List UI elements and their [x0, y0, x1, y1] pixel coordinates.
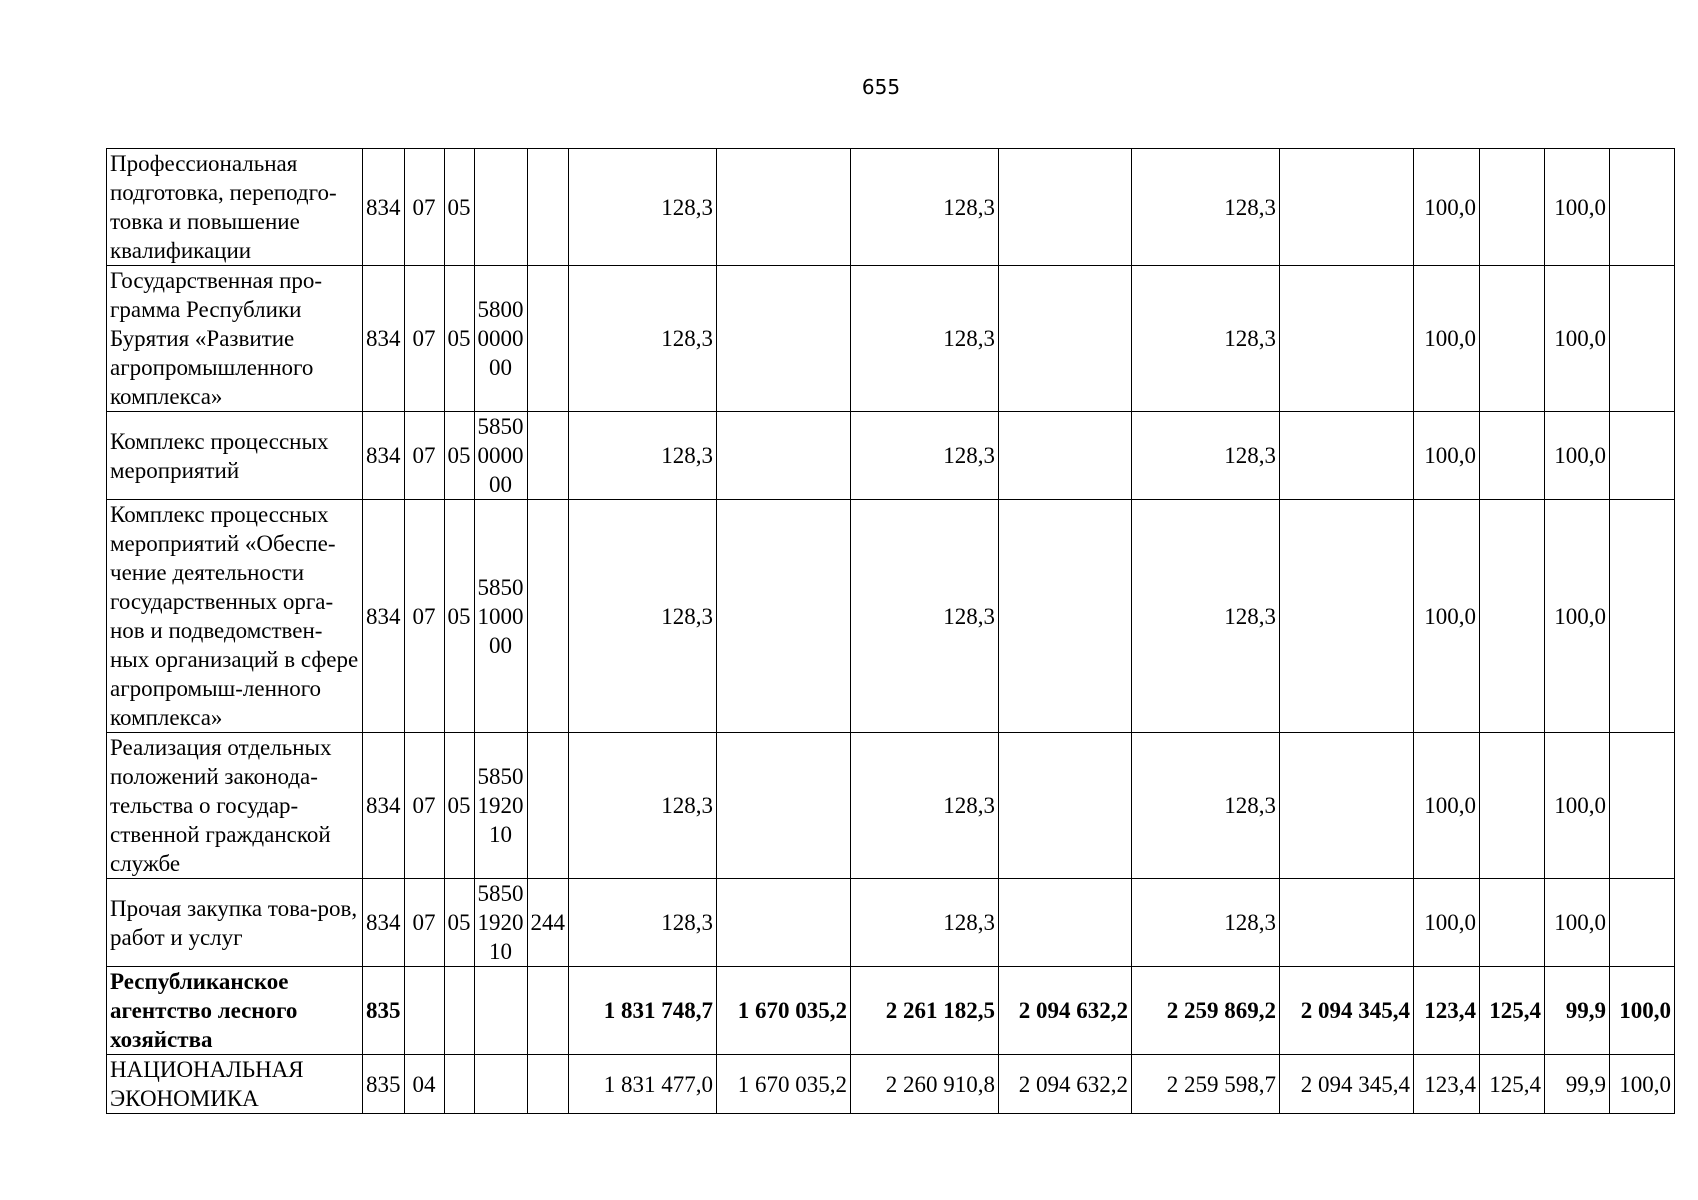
target-article-code [474, 967, 527, 1055]
value-col-6 [1280, 266, 1414, 412]
percent-col-1: 123,4 [1414, 1055, 1480, 1114]
value-col-5: 128,3 [1132, 879, 1280, 967]
percent-col-4 [1610, 733, 1675, 879]
percent-col-1: 100,0 [1414, 500, 1480, 733]
table-row [107, 967, 1675, 1055]
percent-col-3: 100,0 [1545, 500, 1610, 733]
subsection-code: 05 [444, 500, 474, 733]
value-col-6 [1280, 412, 1414, 500]
value-col-5: 128,3 [1132, 149, 1280, 266]
value-col-4 [999, 266, 1132, 412]
row-name: Комплекс процессных мероприятий [107, 412, 363, 500]
value-col-6 [1280, 733, 1414, 879]
value-col-4 [999, 879, 1132, 967]
percent-col-3: 100,0 [1545, 149, 1610, 266]
value-col-2 [717, 500, 851, 733]
subsection-code: 05 [444, 266, 474, 412]
percent-col-1: 100,0 [1414, 266, 1480, 412]
target-article-code [474, 1055, 527, 1114]
section-code: 07 [404, 879, 444, 967]
percent-col-2 [1480, 879, 1545, 967]
value-col-5: 128,3 [1132, 266, 1280, 412]
target-article-code: 5800 0000 00 [474, 266, 527, 412]
percent-col-4 [1610, 149, 1675, 266]
value-col-6 [1280, 500, 1414, 733]
value-col-2: 1 670 035,2 [717, 1055, 851, 1114]
expense-type-code [527, 412, 569, 500]
grbs-code: 834 [363, 149, 405, 266]
percent-col-3: 100,0 [1545, 879, 1610, 967]
expense-type-code [527, 733, 569, 879]
value-col-2 [717, 733, 851, 879]
table-row [107, 500, 1675, 733]
expense-type-code [527, 266, 569, 412]
expense-type-code: 244 [527, 879, 569, 967]
value-col-6 [1280, 149, 1414, 266]
value-col-4 [999, 412, 1132, 500]
value-col-2 [717, 149, 851, 266]
value-col-4 [999, 733, 1132, 879]
percent-col-1: 100,0 [1414, 412, 1480, 500]
section-code [404, 967, 444, 1055]
value-col-3: 128,3 [851, 266, 999, 412]
page-number: 655 [861, 75, 901, 99]
row-name: Республиканское агентство лесного хозяйства [107, 967, 363, 1055]
table-row [107, 266, 1675, 412]
value-col-2: 1 670 035,2 [717, 967, 851, 1055]
section-code: 07 [404, 149, 444, 266]
percent-col-2 [1480, 412, 1545, 500]
value-col-1: 128,3 [569, 879, 717, 967]
percent-col-2 [1480, 733, 1545, 879]
percent-col-2 [1480, 500, 1545, 733]
percent-col-2: 125,4 [1480, 1055, 1545, 1114]
percent-col-1: 100,0 [1414, 879, 1480, 967]
section-code: 07 [404, 733, 444, 879]
percent-col-3: 100,0 [1545, 266, 1610, 412]
subsection-code: 05 [444, 149, 474, 266]
section-code: 07 [404, 266, 444, 412]
table-row [107, 149, 1675, 266]
row-name: Комплекс процессных мероприятий «Обеспе-чение деятельности государственных орга-нов и подведомствен-ных организаций в сфере агропромыш-ленного комплекса» [107, 500, 363, 733]
table-row [107, 733, 1675, 879]
percent-col-2 [1480, 149, 1545, 266]
row-name: НАЦИОНАЛЬНАЯ ЭКОНОМИКА [107, 1055, 363, 1114]
expense-type-code [527, 149, 569, 266]
percent-col-4: 100,0 [1610, 967, 1675, 1055]
percent-col-1: 100,0 [1414, 733, 1480, 879]
value-col-2 [717, 879, 851, 967]
value-col-2 [717, 412, 851, 500]
value-col-3: 128,3 [851, 733, 999, 879]
value-col-4: 2 094 632,2 [999, 967, 1132, 1055]
percent-col-4 [1610, 500, 1675, 733]
target-article-code: 5850 1920 10 [474, 879, 527, 967]
subsection-code: 05 [444, 879, 474, 967]
value-col-1: 1 831 748,7 [569, 967, 717, 1055]
row-name: Профессиональная подготовка, переподго-товка и повышение квалификации [107, 149, 363, 266]
value-col-2 [717, 266, 851, 412]
percent-col-4 [1610, 412, 1675, 500]
section-code: 04 [404, 1055, 444, 1114]
percent-col-3: 100,0 [1545, 733, 1610, 879]
percent-col-4 [1610, 266, 1675, 412]
subsection-code [444, 967, 474, 1055]
percent-col-3: 99,9 [1545, 967, 1610, 1055]
grbs-code: 834 [363, 879, 405, 967]
value-col-1: 1 831 477,0 [569, 1055, 717, 1114]
expense-type-code [527, 500, 569, 733]
grbs-code: 834 [363, 412, 405, 500]
value-col-4 [999, 149, 1132, 266]
budget-table [106, 148, 1675, 1114]
value-col-1: 128,3 [569, 500, 717, 733]
subsection-code [444, 1055, 474, 1114]
table-row [107, 1055, 1675, 1114]
grbs-code: 834 [363, 733, 405, 879]
grbs-code: 835 [363, 967, 405, 1055]
percent-col-3: 100,0 [1545, 412, 1610, 500]
value-col-3: 2 260 910,8 [851, 1055, 999, 1114]
percent-col-3: 99,9 [1545, 1055, 1610, 1114]
percent-col-4 [1610, 879, 1675, 967]
expense-type-code [527, 1055, 569, 1114]
subsection-code: 05 [444, 412, 474, 500]
value-col-1: 128,3 [569, 266, 717, 412]
percent-col-4: 100,0 [1610, 1055, 1675, 1114]
target-article-code: 5850 0000 00 [474, 412, 527, 500]
value-col-5: 2 259 598,7 [1132, 1055, 1280, 1114]
value-col-1: 128,3 [569, 412, 717, 500]
target-article-code [474, 149, 527, 266]
percent-col-1: 123,4 [1414, 967, 1480, 1055]
percent-col-2 [1480, 266, 1545, 412]
value-col-1: 128,3 [569, 733, 717, 879]
section-code: 07 [404, 412, 444, 500]
value-col-3: 128,3 [851, 412, 999, 500]
value-col-6 [1280, 879, 1414, 967]
percent-col-2: 125,4 [1480, 967, 1545, 1055]
subsection-code: 05 [444, 733, 474, 879]
table-row [107, 412, 1675, 500]
value-col-4: 2 094 632,2 [999, 1055, 1132, 1114]
row-name: Государственная про-грамма Республики Бурятия «Развитие агропромышленного комплекса» [107, 266, 363, 412]
grbs-code: 835 [363, 1055, 405, 1114]
value-col-6: 2 094 345,4 [1280, 1055, 1414, 1114]
target-article-code: 5850 1000 00 [474, 500, 527, 733]
value-col-3: 2 261 182,5 [851, 967, 999, 1055]
value-col-3: 128,3 [851, 149, 999, 266]
target-article-code: 5850 1920 10 [474, 733, 527, 879]
grbs-code: 834 [363, 500, 405, 733]
value-col-5: 128,3 [1132, 500, 1280, 733]
section-code: 07 [404, 500, 444, 733]
value-col-3: 128,3 [851, 879, 999, 967]
table-row [107, 879, 1675, 967]
row-name: Прочая закупка това-ров, работ и услуг [107, 879, 363, 967]
value-col-6: 2 094 345,4 [1280, 967, 1414, 1055]
value-col-1: 128,3 [569, 149, 717, 266]
value-col-5: 128,3 [1132, 412, 1280, 500]
row-name: Реализация отдельных положений законода-тельства о государ-ственной гражданской службе [107, 733, 363, 879]
value-col-5: 128,3 [1132, 733, 1280, 879]
value-col-5: 2 259 869,2 [1132, 967, 1280, 1055]
value-col-3: 128,3 [851, 500, 999, 733]
percent-col-1: 100,0 [1414, 149, 1480, 266]
expense-type-code [527, 967, 569, 1055]
value-col-4 [999, 500, 1132, 733]
grbs-code: 834 [363, 266, 405, 412]
